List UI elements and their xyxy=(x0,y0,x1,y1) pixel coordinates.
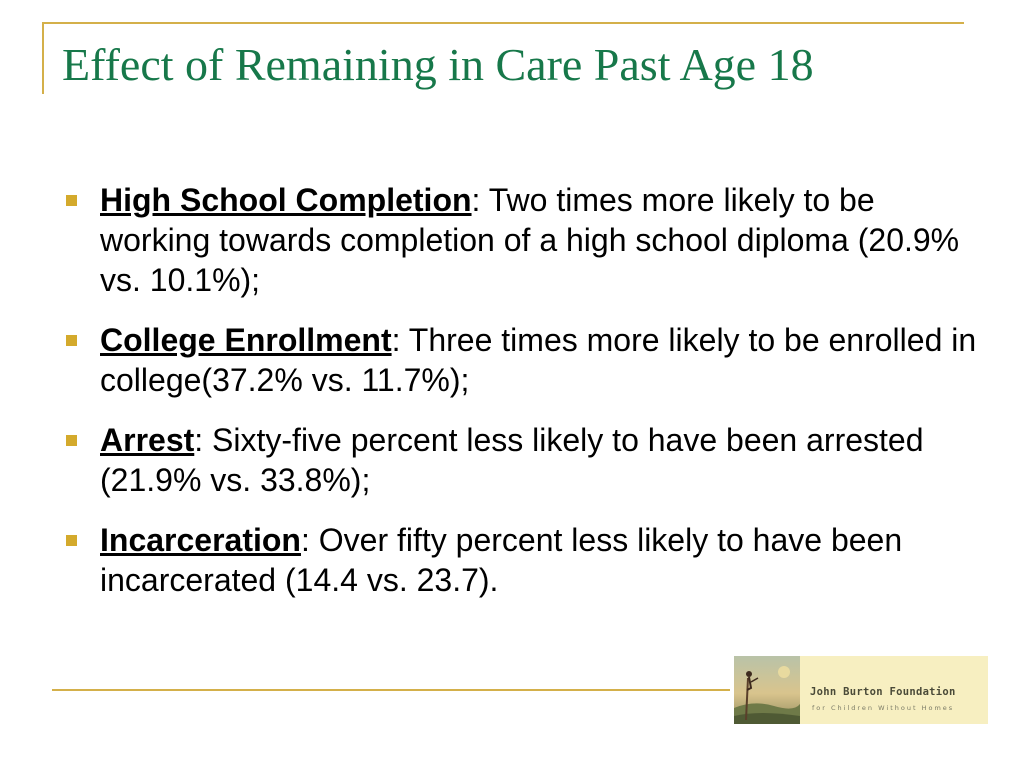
logo-illustration-icon xyxy=(734,656,800,724)
slide-title: Effect of Remaining in Care Past Age 18 xyxy=(62,39,814,90)
bullet-college-enrollment xyxy=(62,320,982,400)
bullet-term: College Enrollment xyxy=(100,322,392,358)
left-rule xyxy=(42,22,44,94)
foundation-logo xyxy=(734,656,988,724)
bullet-term: High School Completion xyxy=(100,182,472,218)
bullet-text: : Two times more likely to be working towards completion of a high school diploma (20.9% vs. 10.1%); xyxy=(100,182,960,298)
square-bullet-icon xyxy=(66,535,77,546)
logo-subtitle: for Children Without Homes xyxy=(812,704,955,712)
logo-name: John Burton Foundation xyxy=(810,686,956,698)
square-bullet-icon xyxy=(66,435,77,446)
top-rule xyxy=(42,22,964,24)
bullet-high-school-completion xyxy=(62,180,982,300)
bullet-text: : Sixty-five percent less likely to have been arrested (21.9% vs. 33.8%); xyxy=(100,422,924,498)
bottom-rule xyxy=(52,689,730,691)
bullet-list xyxy=(62,180,982,620)
square-bullet-icon xyxy=(66,335,77,346)
bullet-incarceration xyxy=(62,520,982,600)
bullet-arrest xyxy=(62,420,982,500)
bullet-term: Arrest xyxy=(100,422,195,458)
bullet-term: Incarceration xyxy=(100,522,301,558)
bullet-text: : Over fifty percent less likely to have been incarcerated (14.4 vs. 23.7). xyxy=(100,522,903,598)
square-bullet-icon xyxy=(66,195,77,206)
bullet-text: : Three times more likely to be enrolled in college(37.2% vs. 11.7%); xyxy=(100,322,977,398)
